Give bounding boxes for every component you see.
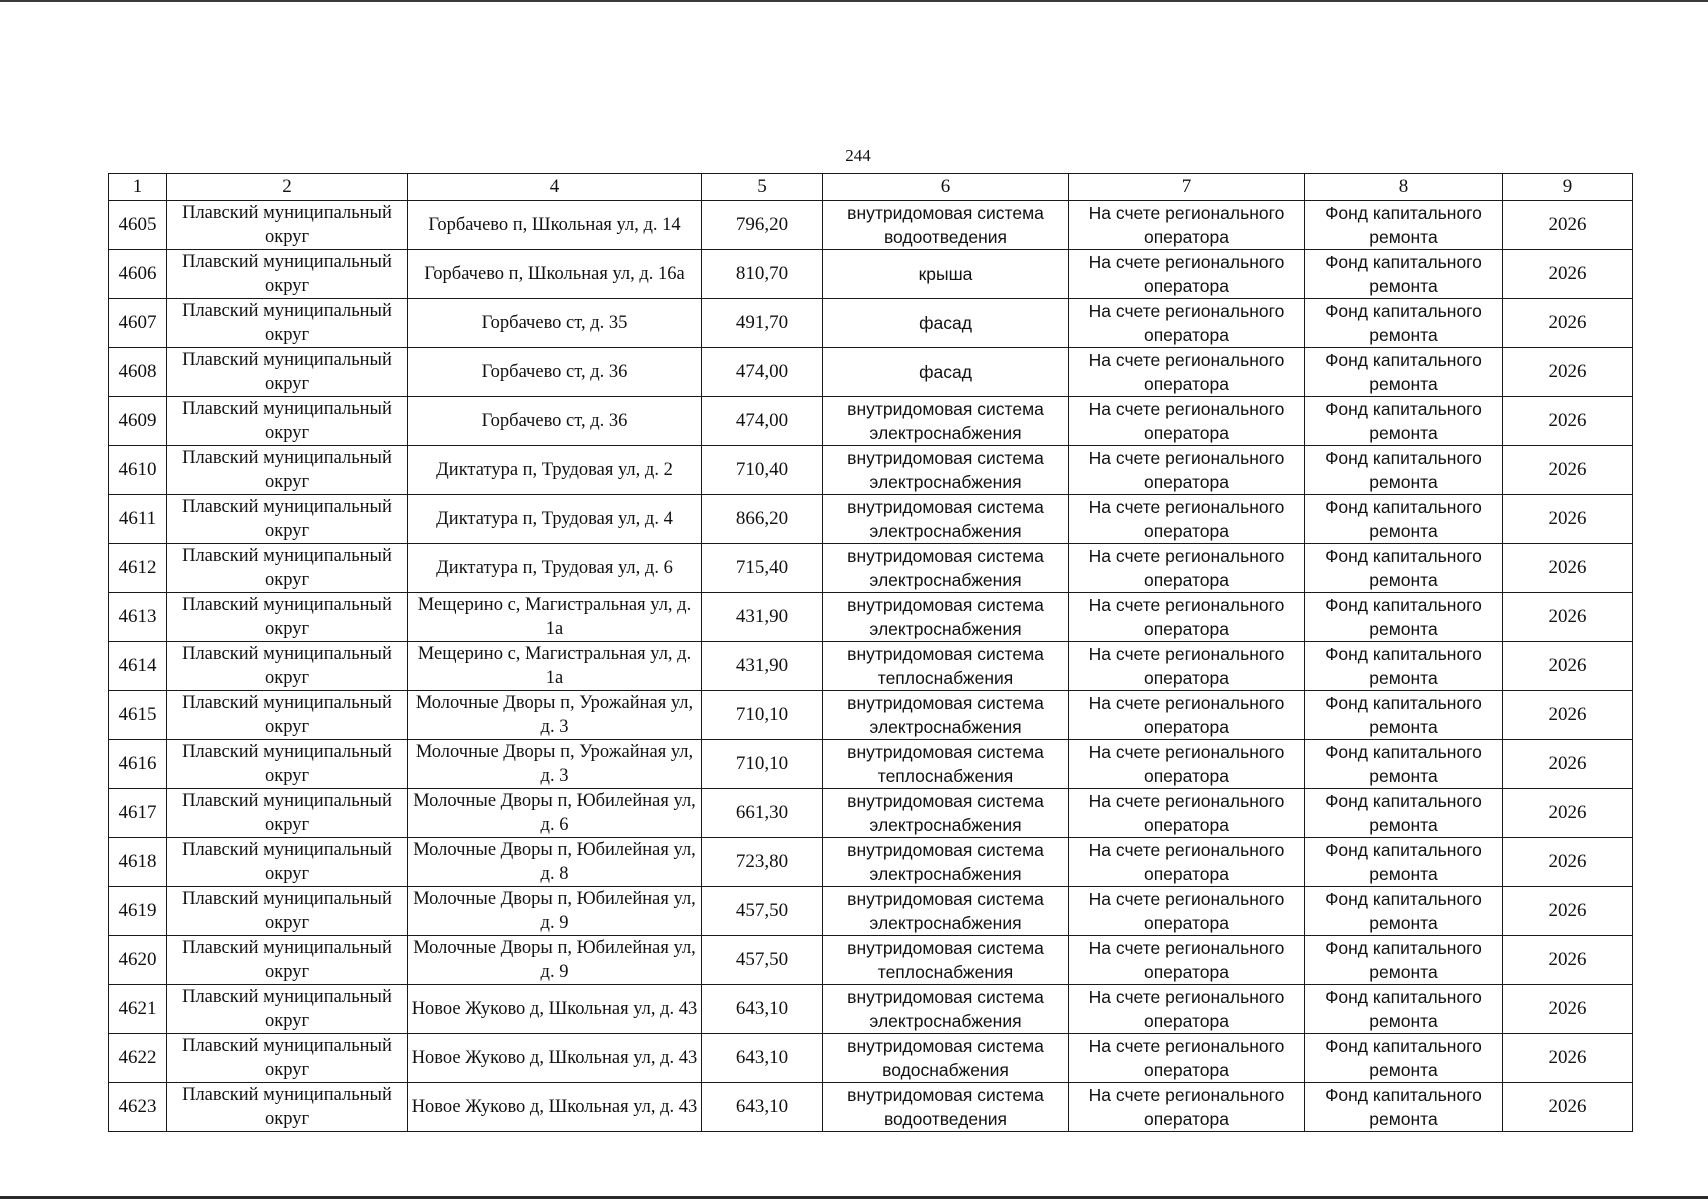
cell-municipality: Плавский муниципальный округ: [167, 642, 408, 691]
cell-area: 810,70: [702, 250, 823, 299]
cell-address: Горбачево п, Школьная ул, д. 16а: [408, 250, 702, 299]
cell-account: На счете регионального оператора: [1069, 789, 1305, 838]
cell-municipality: Плавский муниципальный округ: [167, 740, 408, 789]
cell-area: 796,20: [702, 201, 823, 250]
cell-address: Диктатура п, Трудовая ул, д. 6: [408, 544, 702, 593]
cell-account: На счете регионального оператора: [1069, 299, 1305, 348]
table-row: [109, 446, 1633, 495]
cell-number: 4617: [109, 789, 167, 838]
cell-number: 4606: [109, 250, 167, 299]
cell-municipality: Плавский муниципальный округ: [167, 250, 408, 299]
cell-municipality: Плавский муниципальный округ: [167, 985, 408, 1034]
cell-element: фасад: [823, 299, 1069, 348]
cell-area: 643,10: [702, 1083, 823, 1132]
cell-number: 4607: [109, 299, 167, 348]
cell-number: 4618: [109, 838, 167, 887]
cell-element: внутридомовая система электроснабжения: [823, 789, 1069, 838]
header-cell-element: 6: [823, 174, 1069, 201]
cell-source: Фонд капитального ремонта: [1305, 642, 1503, 691]
cell-account: На счете регионального оператора: [1069, 887, 1305, 936]
cell-account: На счете регионального оператора: [1069, 1034, 1305, 1083]
cell-municipality: Плавский муниципальный округ: [167, 348, 408, 397]
cell-area: 643,10: [702, 985, 823, 1034]
cell-year: 2026: [1503, 544, 1633, 593]
cell-number: 4623: [109, 1083, 167, 1132]
cell-source: Фонд капитального ремонта: [1305, 887, 1503, 936]
cell-number: 4608: [109, 348, 167, 397]
cell-municipality: Плавский муниципальный округ: [167, 544, 408, 593]
cell-element: внутридомовая система электроснабжения: [823, 985, 1069, 1034]
cell-year: 2026: [1503, 495, 1633, 544]
cell-source: Фонд капитального ремонта: [1305, 348, 1503, 397]
header-cell-account: 7: [1069, 174, 1305, 201]
cell-source: Фонд капитального ремонта: [1305, 740, 1503, 789]
header-cell-area: 5: [702, 174, 823, 201]
cell-year: 2026: [1503, 446, 1633, 495]
cell-area: 474,00: [702, 397, 823, 446]
cell-address: Горбачево ст, д. 36: [408, 348, 702, 397]
cell-account: На счете регионального оператора: [1069, 936, 1305, 985]
cell-year: 2026: [1503, 1034, 1633, 1083]
cell-municipality: Плавский муниципальный округ: [167, 397, 408, 446]
cell-number: 4619: [109, 887, 167, 936]
cell-address: Мещерино с, Магистральная ул, д. 1а: [408, 593, 702, 642]
header-cell-address: 4: [408, 174, 702, 201]
cell-area: 643,10: [702, 1034, 823, 1083]
cell-year: 2026: [1503, 642, 1633, 691]
cell-year: 2026: [1503, 201, 1633, 250]
cell-area: 715,40: [702, 544, 823, 593]
cell-number: 4621: [109, 985, 167, 1034]
cell-address: Молочные Дворы п, Урожайная ул, д. 3: [408, 740, 702, 789]
cell-account: На счете регионального оператора: [1069, 446, 1305, 495]
cell-account: На счете регионального оператора: [1069, 1083, 1305, 1132]
cell-address: Молочные Дворы п, Урожайная ул, д. 3: [408, 691, 702, 740]
cell-address: Горбачево ст, д. 35: [408, 299, 702, 348]
cell-source: Фонд капитального ремонта: [1305, 936, 1503, 985]
cell-account: На счете регионального оператора: [1069, 201, 1305, 250]
header-cell-year: 9: [1503, 174, 1633, 201]
cell-address: Диктатура п, Трудовая ул, д. 4: [408, 495, 702, 544]
cell-source: Фонд капитального ремонта: [1305, 985, 1503, 1034]
cell-year: 2026: [1503, 838, 1633, 887]
header-cell-number: 1: [109, 174, 167, 201]
cell-element: внутридомовая система электроснабжения: [823, 544, 1069, 593]
capital-repair-table: [108, 173, 1633, 1132]
cell-municipality: Плавский муниципальный округ: [167, 201, 408, 250]
cell-address: Молочные Дворы п, Юбилейная ул, д. 6: [408, 789, 702, 838]
cell-area: 710,40: [702, 446, 823, 495]
cell-year: 2026: [1503, 887, 1633, 936]
cell-area: 474,00: [702, 348, 823, 397]
cell-area: 723,80: [702, 838, 823, 887]
table-row: [109, 397, 1633, 446]
cell-account: На счете регионального оператора: [1069, 544, 1305, 593]
table-row: [109, 201, 1633, 250]
cell-account: На счете регионального оператора: [1069, 250, 1305, 299]
table-row: [109, 887, 1633, 936]
cell-account: На счете регионального оператора: [1069, 691, 1305, 740]
cell-number: 4610: [109, 446, 167, 495]
cell-number: 4605: [109, 201, 167, 250]
cell-element: внутридомовая система теплоснабжения: [823, 936, 1069, 985]
cell-source: Фонд капитального ремонта: [1305, 1034, 1503, 1083]
table-row: [109, 1083, 1633, 1132]
table-row: [109, 250, 1633, 299]
cell-area: 661,30: [702, 789, 823, 838]
table-row: [109, 789, 1633, 838]
cell-number: 4612: [109, 544, 167, 593]
table-row: [109, 348, 1633, 397]
table-row: [109, 299, 1633, 348]
cell-account: На счете регионального оператора: [1069, 348, 1305, 397]
cell-source: Фонд капитального ремонта: [1305, 397, 1503, 446]
cell-element: внутридомовая система электроснабжения: [823, 838, 1069, 887]
cell-element: внутридомовая система водоотведения: [823, 201, 1069, 250]
cell-element: внутридомовая система электроснабжения: [823, 593, 1069, 642]
cell-address: Мещерино с, Магистральная ул, д. 1а: [408, 642, 702, 691]
cell-address: Новое Жуково д, Школьная ул, д. 43: [408, 1083, 702, 1132]
cell-year: 2026: [1503, 348, 1633, 397]
cell-year: 2026: [1503, 299, 1633, 348]
cell-year: 2026: [1503, 1083, 1633, 1132]
table-row: [109, 544, 1633, 593]
cell-account: На счете регионального оператора: [1069, 397, 1305, 446]
cell-municipality: Плавский муниципальный округ: [167, 1083, 408, 1132]
cell-element: внутридомовая система электроснабжения: [823, 887, 1069, 936]
cell-source: Фонд капитального ремонта: [1305, 446, 1503, 495]
cell-element: внутридомовая система электроснабжения: [823, 691, 1069, 740]
table-header-row: [109, 174, 1633, 201]
cell-element: внутридомовая система водоотведения: [823, 1083, 1069, 1132]
cell-source: Фонд капитального ремонта: [1305, 691, 1503, 740]
cell-number: 4614: [109, 642, 167, 691]
cell-area: 710,10: [702, 740, 823, 789]
cell-number: 4613: [109, 593, 167, 642]
cell-element: внутридомовая система электроснабжения: [823, 446, 1069, 495]
cell-source: Фонд капитального ремонта: [1305, 250, 1503, 299]
cell-area: 431,90: [702, 642, 823, 691]
cell-municipality: Плавский муниципальный округ: [167, 299, 408, 348]
cell-area: 866,20: [702, 495, 823, 544]
cell-municipality: Плавский муниципальный округ: [167, 495, 408, 544]
cell-source: Фонд капитального ремонта: [1305, 495, 1503, 544]
cell-number: 4622: [109, 1034, 167, 1083]
table-row: [109, 838, 1633, 887]
cell-account: На счете регионального оператора: [1069, 985, 1305, 1034]
cell-municipality: Плавский муниципальный округ: [167, 936, 408, 985]
table-row: [109, 495, 1633, 544]
page-number: 244: [845, 146, 871, 165]
cell-address: Молочные Дворы п, Юбилейная ул, д. 8: [408, 838, 702, 887]
cell-source: Фонд капитального ремонта: [1305, 201, 1503, 250]
table-row: [109, 593, 1633, 642]
cell-year: 2026: [1503, 936, 1633, 985]
cell-address: Молочные Дворы п, Юбилейная ул, д. 9: [408, 887, 702, 936]
cell-account: На счете регионального оператора: [1069, 838, 1305, 887]
cell-municipality: Плавский муниципальный округ: [167, 593, 408, 642]
cell-account: На счете регионального оператора: [1069, 642, 1305, 691]
cell-year: 2026: [1503, 593, 1633, 642]
table-body: [109, 174, 1633, 1132]
cell-number: 4611: [109, 495, 167, 544]
cell-municipality: Плавский муниципальный округ: [167, 1034, 408, 1083]
cell-municipality: Плавский муниципальный округ: [167, 789, 408, 838]
cell-address: Горбачево ст, д. 36: [408, 397, 702, 446]
table-row: [109, 691, 1633, 740]
cell-area: 431,90: [702, 593, 823, 642]
cell-number: 4615: [109, 691, 167, 740]
cell-year: 2026: [1503, 250, 1633, 299]
cell-year: 2026: [1503, 789, 1633, 838]
cell-municipality: Плавский муниципальный округ: [167, 691, 408, 740]
table-row: [109, 740, 1633, 789]
cell-address: Молочные Дворы п, Юбилейная ул, д. 9: [408, 936, 702, 985]
cell-year: 2026: [1503, 740, 1633, 789]
cell-account: На счете регионального оператора: [1069, 593, 1305, 642]
cell-address: Новое Жуково д, Школьная ул, д. 43: [408, 985, 702, 1034]
cell-area: 710,10: [702, 691, 823, 740]
cell-element: крыша: [823, 250, 1069, 299]
cell-element: внутридомовая система электроснабжения: [823, 495, 1069, 544]
cell-source: Фонд капитального ремонта: [1305, 789, 1503, 838]
cell-element: внутридомовая система электроснабжения: [823, 397, 1069, 446]
cell-area: 457,50: [702, 887, 823, 936]
cell-municipality: Плавский муниципальный округ: [167, 838, 408, 887]
cell-municipality: Плавский муниципальный округ: [167, 887, 408, 936]
cell-year: 2026: [1503, 985, 1633, 1034]
header-cell-source: 8: [1305, 174, 1503, 201]
cell-source: Фонд капитального ремонта: [1305, 1083, 1503, 1132]
cell-element: внутридомовая система теплоснабжения: [823, 740, 1069, 789]
cell-account: На счете регионального оператора: [1069, 495, 1305, 544]
cell-number: 4609: [109, 397, 167, 446]
cell-source: Фонд капитального ремонта: [1305, 593, 1503, 642]
cell-address: Горбачево п, Школьная ул, д. 14: [408, 201, 702, 250]
table-row: [109, 1034, 1633, 1083]
cell-element: внутридомовая система водоснабжения: [823, 1034, 1069, 1083]
cell-source: Фонд капитального ремонта: [1305, 838, 1503, 887]
cell-year: 2026: [1503, 397, 1633, 446]
cell-source: Фонд капитального ремонта: [1305, 544, 1503, 593]
scan-border-top: [0, 0, 1708, 2]
cell-number: 4620: [109, 936, 167, 985]
cell-address: Новое Жуково д, Школьная ул, д. 43: [408, 1034, 702, 1083]
cell-source: Фонд капитального ремонта: [1305, 299, 1503, 348]
cell-number: 4616: [109, 740, 167, 789]
scan-border-bottom: [0, 1196, 1708, 1199]
cell-element: внутридомовая система теплоснабжения: [823, 642, 1069, 691]
header-cell-municipality: 2: [167, 174, 408, 201]
cell-municipality: Плавский муниципальный округ: [167, 446, 408, 495]
cell-account: На счете регионального оператора: [1069, 740, 1305, 789]
cell-element: фасад: [823, 348, 1069, 397]
cell-year: 2026: [1503, 691, 1633, 740]
cell-area: 491,70: [702, 299, 823, 348]
table-row: [109, 642, 1633, 691]
cell-address: Диктатура п, Трудовая ул, д. 2: [408, 446, 702, 495]
table-row: [109, 936, 1633, 985]
cell-area: 457,50: [702, 936, 823, 985]
table-row: [109, 985, 1633, 1034]
